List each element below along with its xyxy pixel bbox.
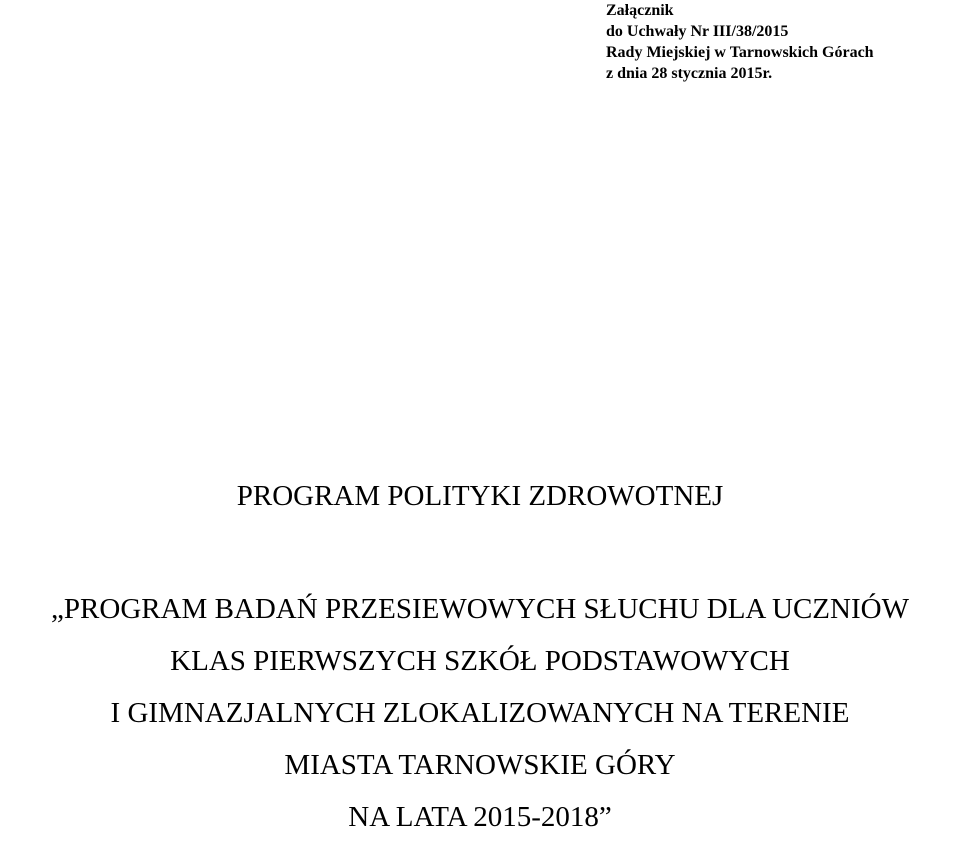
program-name <box>0 583 960 843</box>
resolution-number: do Uchwały Nr III/38/2015 <box>606 23 789 40</box>
attachment-label: Załącznik <box>606 2 674 19</box>
attachment-header <box>606 0 874 84</box>
council-name: Rady Miejskiej w Tarnowskich Górach <box>606 44 874 61</box>
program-name-line-3: I GIMNAZJALNYCH ZLOKALIZOWANYCH NA TERENIE <box>110 697 850 729</box>
program-name-line-1: „PROGRAM BADAŃ PRZESIEWOWYCH SŁUCHU DLA UCZNIÓW <box>51 593 909 625</box>
resolution-date: z dnia 28 stycznia 2015r. <box>606 65 773 82</box>
program-name-line-4: MIASTA TARNOWSKIE GÓRY <box>284 749 676 781</box>
program-name-line-2: KLAS PIERWSZYCH SZKÓŁ PODSTAWOWYCH <box>170 645 790 677</box>
program-name-line-5: NA LATA 2015-2018” <box>348 801 612 833</box>
document-title: PROGRAM POLITYKI ZDROWOTNEJ <box>236 480 724 512</box>
